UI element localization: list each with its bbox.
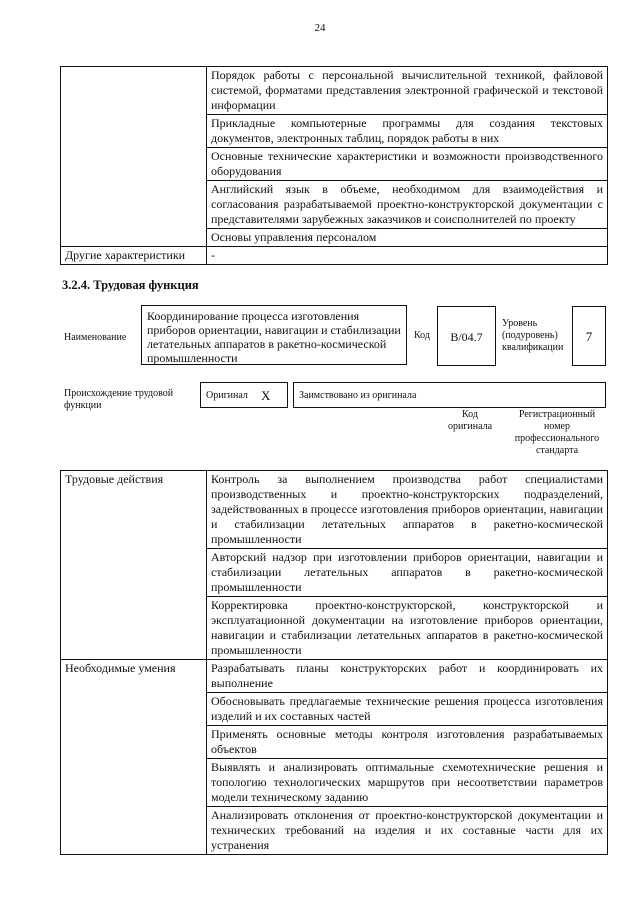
knowledge-table	[60, 66, 608, 265]
borrowed-label: Заимствовано из оригинала	[299, 390, 417, 401]
knowledge-item: Основные технические характеристики и возможности производственного оборудования	[207, 148, 608, 181]
required-skills-label: Необходимые умения	[61, 660, 207, 855]
borrowed-box	[293, 382, 606, 408]
qualification-level-box: 7	[572, 306, 606, 366]
name-label: Наименование	[64, 332, 127, 343]
knowledge-item: Английский язык в объеме, необходимом для взаимодействия и согласования разрабатываемой проектно-конструкторской документации с представителями зарубежных заказчиков и соисполнителей по проекту	[207, 181, 608, 229]
labor-action-item: Контроль за выполнением производства работ специалистами производственных и проектно-конструкторских подразделений, задействованных в процессе изготовления приборов ориентации, навигации и стабилизации летательных аппаратов в ракетно-космической промышленности	[207, 471, 608, 549]
other-characteristics-label: Другие характеристики	[61, 247, 207, 265]
functions-table	[60, 470, 608, 855]
original-label: Оригинал	[206, 390, 248, 401]
table-row	[61, 471, 608, 549]
function-name-box: Координирование процесса изготовления приборов ориентации, навигации и стабилизации летательных аппаратов в ракетно-космической промышленности	[141, 305, 407, 365]
original-mark: X	[261, 388, 271, 403]
knowledge-item: Основы управления персоналом	[207, 229, 608, 247]
skill-item: Анализировать отклонения от проектно-конструкторской документации и технических требований на изделия и их составные части для их устранения	[207, 807, 608, 855]
registration-number-label: Регистрационный номер профессионального стандарта	[514, 409, 600, 456]
knowledge-item: Порядок работы с персональной вычислительной техникой, файловой системой, форматами представления электронной графической и текстовой информации	[207, 67, 608, 115]
page-number: 24	[314, 22, 326, 34]
section-heading: 3.2.4. Трудовая функция	[62, 278, 199, 292]
knowledge-item: Прикладные компьютерные программы для создания текстовых документов, электронных таблиц, порядок работы в них	[207, 115, 608, 148]
other-characteristics-value: -	[207, 247, 608, 265]
skill-item: Применять основные методы контроля изготовления разрабатываемых объектов	[207, 726, 608, 759]
skill-item: Обосновывать предлагаемые технические решения процесса изготовления изделий и их составных частей	[207, 693, 608, 726]
function-code-box: В/04.7	[437, 306, 496, 366]
table-row	[61, 67, 608, 115]
table-row	[61, 247, 608, 265]
table-cell-empty	[61, 67, 207, 247]
skill-item: Выявлять и анализировать оптимальные схемотехнические решения и топологию технологических маршрутов при несоответствии параметров модели техническому заданию	[207, 759, 608, 807]
table-row	[61, 660, 608, 693]
origin-label: Происхождение трудовой функции	[64, 388, 174, 411]
original-box	[200, 382, 288, 408]
origin-row	[200, 382, 606, 408]
labor-action-item: Авторский надзор при изготовлении приборов ориентации, навигации и стабилизации летательных аппаратов в ракетно-космической промышленности	[207, 549, 608, 597]
code-original-label: Код оригинала	[447, 409, 493, 432]
skill-item: Разрабатывать планы конструкторских работ и координировать их выполнение	[207, 660, 608, 693]
code-label: Код	[414, 330, 430, 341]
labor-action-item: Корректировка проектно-конструкторской, конструкторской и эксплуатационной документации на изготовление приборов ориентации, навигации и стабилизации летательных аппаратов в ракетно-космической промышленности	[207, 597, 608, 660]
qualification-level-label: Уровень (подуровень) квалификации	[502, 318, 564, 353]
labor-actions-label: Трудовые действия	[61, 471, 207, 660]
